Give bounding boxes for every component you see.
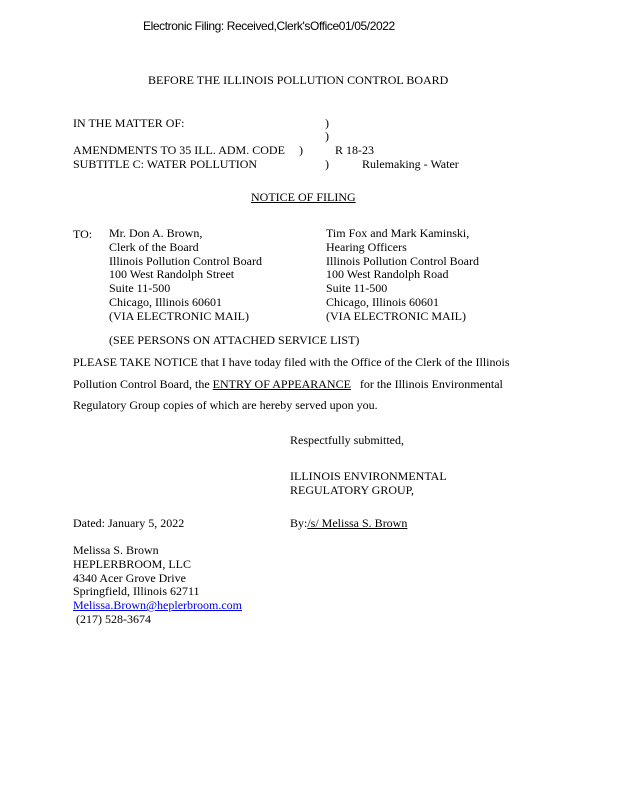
- caption-paren-3: ): [299, 143, 303, 157]
- attorney-name: Melissa S. Brown: [73, 543, 159, 557]
- attorney-phone: (217) 528-3674: [73, 611, 151, 626]
- attorney-city: Springfield, Illinois 62711: [73, 584, 200, 599]
- signature-line: [290, 516, 455, 530]
- group-name-line-2: REGULATORY GROUP,: [290, 483, 415, 497]
- attorney-block: [73, 544, 242, 627]
- notice-body-line-1: PLEASE TAKE NOTICE that I have today filed with the Office of the Clerk of the Illinois: [73, 355, 510, 369]
- caption-paren-2: ): [325, 129, 329, 143]
- service-list-note: (SEE PERSONS ON ATTACHED SERVICE LIST): [109, 333, 360, 347]
- closing: Respectfully submitted,: [290, 433, 404, 447]
- caption-paren-4: ): [325, 157, 329, 171]
- attorney-street: 4340 Acer Grove Drive: [73, 570, 186, 585]
- recipient-right-title: Hearing Officers: [326, 239, 407, 254]
- attorney-firm: HEPLERBROOM, LLC: [73, 556, 192, 571]
- recipient-left-title: Clerk of the Board: [109, 239, 199, 254]
- recipient-right-name: Tim Fox and Mark Kaminski,: [326, 226, 470, 240]
- by-prefix: By:: [290, 516, 308, 530]
- recipient-left-city: Chicago, Illinois 60601: [109, 294, 222, 309]
- notice-title: NOTICE OF FILING: [251, 190, 356, 204]
- caption-subtitle: SUBTITLE C: WATER POLLUTION: [73, 157, 258, 171]
- recipient-right: [326, 227, 479, 324]
- caption-matter: IN THE MATTER OF:: [73, 116, 185, 130]
- group-name-line-1: ILLINOIS ENVIRONMENTAL: [290, 469, 447, 483]
- page-heading: BEFORE THE ILLINOIS POLLUTION CONTROL BOARD: [148, 73, 449, 87]
- dated-line: Dated: January 5, 2022: [73, 516, 185, 530]
- recipient-left-street: 100 West Randolph Street: [109, 267, 235, 282]
- to-label: TO:: [73, 227, 93, 241]
- recipient-right-org: Illinois Pollution Control Board: [326, 253, 480, 268]
- notice-body-line-3: Regulatory Group copies of which are hereby served upon you.: [73, 398, 378, 412]
- attorney-email-link[interactable]: Melissa.Brown@heplerbroom.com: [73, 598, 243, 613]
- recipient-left: [109, 227, 262, 324]
- recipient-left-org: Illinois Pollution Control Board: [109, 253, 263, 268]
- recipient-right-suite: Suite 11-500: [326, 281, 388, 296]
- notice-body-line-2-post: for the Illinois Environmental: [356, 377, 503, 391]
- notice-body-line-2-pre: Pollution Control Board, the: [73, 377, 213, 391]
- filing-stamp: Electronic Filing: Received,Clerk'sOffice01/05/2022: [143, 19, 395, 33]
- caption-type: Rulemaking - Water: [362, 157, 459, 171]
- recipient-left-via: (VIA ELECTRONIC MAIL): [109, 308, 249, 323]
- caption-docket: R 18-23: [335, 143, 374, 157]
- notice-body-line-2: [73, 377, 503, 391]
- recipient-right-city: Chicago, Illinois 60601: [326, 294, 439, 309]
- recipient-right-street: 100 West Randolph Road: [326, 267, 449, 282]
- caption-paren-1: ): [325, 116, 329, 130]
- entry-of-appearance-title: ENTRY OF APPEARANCE: [212, 377, 351, 391]
- recipient-left-suite: Suite 11-500: [109, 281, 171, 296]
- signature: /s/ Melissa S. Brown: [307, 516, 408, 530]
- recipient-right-via: (VIA ELECTRONIC MAIL): [326, 308, 466, 323]
- recipient-left-name: Mr. Don A. Brown,: [109, 226, 203, 240]
- caption-amendments: AMENDMENTS TO 35 ILL. ADM. CODE: [73, 143, 285, 157]
